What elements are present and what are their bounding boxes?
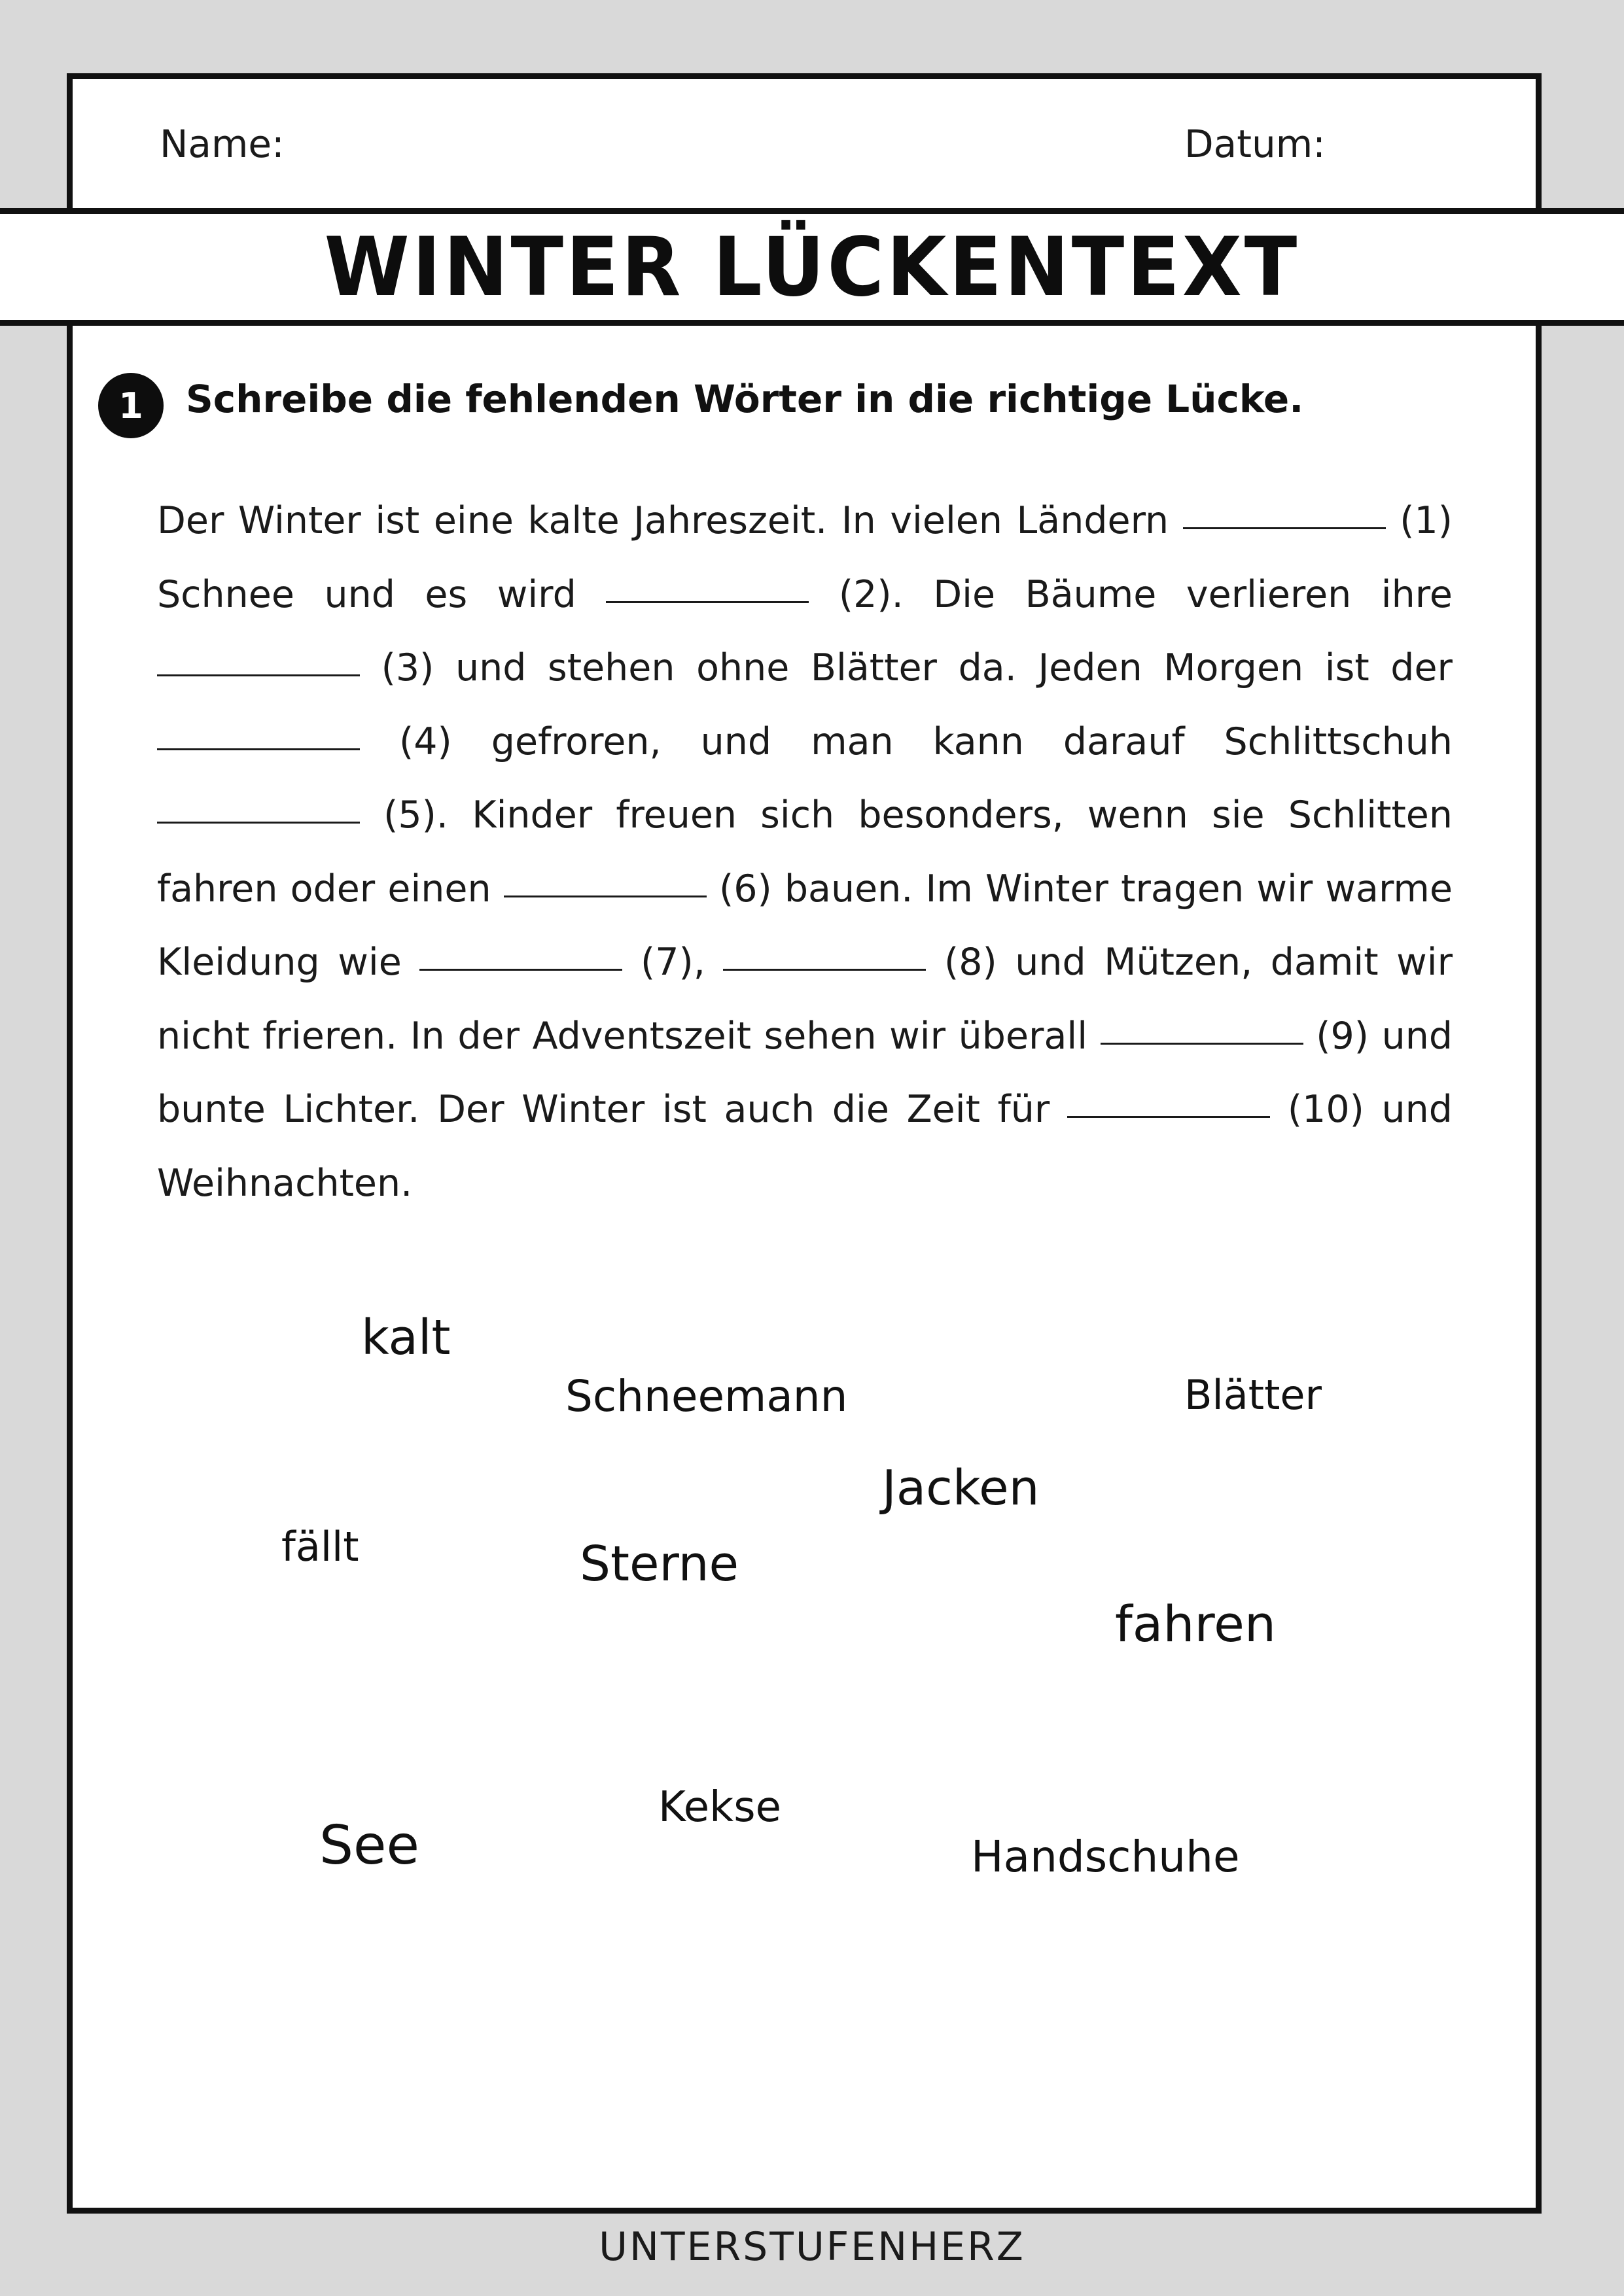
gap-1[interactable] <box>1183 527 1386 529</box>
gap-8[interactable] <box>723 969 926 971</box>
date-label: Datum: <box>1184 122 1326 166</box>
word-bank-item: Blätter <box>1184 1371 1322 1419</box>
gap-6[interactable] <box>504 896 707 897</box>
gap-2[interactable] <box>606 601 809 603</box>
word-bank-item: Jacken <box>882 1460 1040 1516</box>
cloze-segment: (8) und Mützen, damit wir nicht frieren. In der Adventszeit sehen wir überall <box>157 941 1453 1058</box>
word-bank-item: Kekse <box>658 1783 781 1832</box>
cloze-segment: (7), <box>640 941 705 984</box>
cloze-segment: (5). Kinder freuen sich besonders, wenn sie Schlitten fahren oder einen <box>157 793 1453 911</box>
cloze-segment: (2). Die Bäume verlieren ihre <box>838 572 1453 616</box>
gap-4[interactable] <box>157 748 360 750</box>
cloze-segment: Der Winter ist eine kalte Jahreszeit. In vielen Ländern <box>157 499 1169 542</box>
gap-9[interactable] <box>1101 1043 1303 1045</box>
word-bank-item: fahren <box>1115 1595 1276 1653</box>
cloze-segment: (10) und Weihnachten. <box>157 1088 1453 1205</box>
gap-7[interactable] <box>419 969 622 971</box>
gap-3[interactable] <box>157 674 360 676</box>
cloze-segment: (9) und bunte Lichter. Der Winter ist auch die Zeit für <box>157 1014 1453 1131</box>
title-band <box>0 208 1624 326</box>
word-bank-item: fällt <box>281 1523 359 1571</box>
cloze-segment: (3) und stehen ohne Blätter da. Jeden Morgen ist der <box>381 646 1453 689</box>
gap-5[interactable] <box>157 822 360 824</box>
cloze-segment: (6) bauen. Im Winter tragen wir warme Kleidung wie <box>157 867 1453 984</box>
cloze-text <box>157 484 1453 1220</box>
word-bank-item: Sterne <box>580 1536 739 1592</box>
task-instruction: Schreibe die fehlenden Wörter in die richtige Lücke. <box>186 377 1304 421</box>
word-bank-item: Schneemann <box>565 1371 848 1421</box>
cloze-segment: (4) gefroren, und man kann darauf Schlittschuh <box>399 720 1453 763</box>
word-bank-item: See <box>319 1815 419 1877</box>
worksheet-title: WINTER LÜCKENTEXT <box>324 219 1300 315</box>
gap-10[interactable] <box>1067 1116 1270 1118</box>
footer-brand: UNTERSTUFENHERZ <box>599 2224 1025 2270</box>
name-label: Name: <box>160 122 285 166</box>
word-bank-item: kalt <box>361 1310 451 1366</box>
word-bank-item: Handschuhe <box>971 1832 1240 1882</box>
task-number-badge: 1 <box>98 373 164 438</box>
cloze-segment: (1) Schnee und es wird <box>157 499 1453 616</box>
